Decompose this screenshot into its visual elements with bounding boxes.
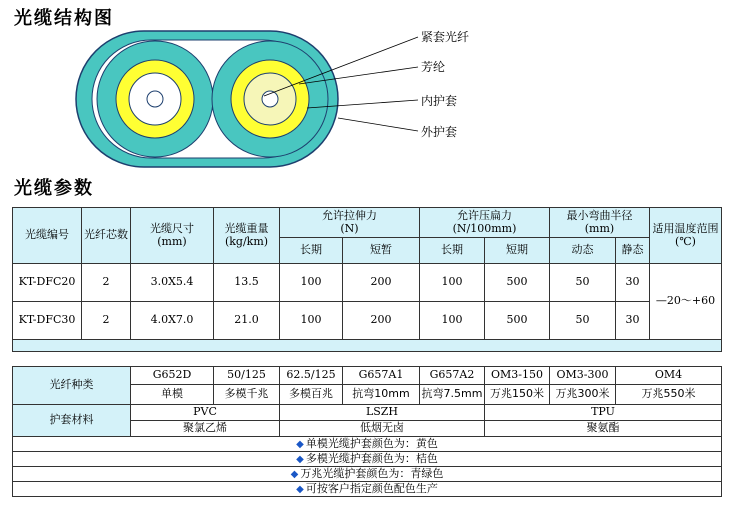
fiber-name: 多模千兆 (214, 385, 280, 405)
cell-crush-short: 500 (485, 264, 550, 302)
label-tight-buffer-fiber: 紧套光纤 (421, 30, 470, 44)
fiber-name: 万兆550米 (616, 385, 722, 405)
header-bend (550, 208, 650, 238)
blue-diamond-icon: ◆ (296, 438, 304, 450)
fiber-code: G657A1 (343, 367, 420, 385)
left-fiber-unit (97, 41, 213, 157)
sheath-material-label: 护套材料 (13, 405, 131, 437)
header-crush-label: 允许压扁力 (457, 208, 512, 222)
sheath-name: 低烟无卤 (280, 421, 485, 437)
blue-diamond-icon: ◆ (296, 453, 304, 465)
cell-tensile-long: 100 (280, 302, 343, 340)
header-temp-unit: (℃) (675, 234, 696, 248)
note-text: 单模光缆护套颜色为：黄色 (305, 436, 438, 450)
header-crush (420, 208, 550, 238)
label-aramid: 芳纶 (421, 60, 446, 74)
note-row (13, 437, 722, 452)
structure-heading: 光缆结构图 (14, 8, 114, 29)
fiber-code: OM3-150 (485, 367, 550, 385)
fiber-name: 单模 (131, 385, 214, 405)
header-crush-short: 短期 (485, 238, 550, 264)
cell-tensile-short: 200 (343, 302, 420, 340)
cell-weight: 21.0 (214, 302, 280, 340)
sheath-code: LSZH (280, 405, 485, 421)
spacer-cell (13, 340, 722, 352)
fiber-name: 万兆150米 (485, 385, 550, 405)
sheath-name: 聚氯乙烯 (131, 421, 280, 437)
note-cell (13, 467, 722, 482)
note-cell (13, 482, 722, 497)
blue-diamond-icon: ◆ (296, 483, 304, 495)
header-bend-dynamic: 动态 (550, 238, 616, 264)
header-row-1 (13, 208, 722, 238)
header-tensile-label: 允许拉伸力 (322, 208, 377, 222)
cell-size: 4.0X7.0 (131, 302, 214, 340)
note-text: 万兆光缆护套颜色为：青绿色 (300, 466, 444, 480)
cell-cores: 2 (82, 302, 131, 340)
label-inner-sheath: 内护套 (421, 94, 458, 108)
header-size-label: 光缆尺寸 (150, 221, 194, 235)
sheath-name: 聚氨酯 (485, 421, 722, 437)
fiber-code: G657A2 (420, 367, 485, 385)
header-cores: 光纤芯数 (82, 208, 131, 264)
cell-cores: 2 (82, 264, 131, 302)
fiber-code-row (13, 367, 722, 385)
header-model: 光缆编号 (13, 208, 82, 264)
cell-bend-static: 30 (616, 302, 650, 340)
blue-diamond-icon: ◆ (290, 468, 299, 480)
header-crush-unit: (N/100mm) (452, 221, 517, 235)
fiber-sheath-table (12, 366, 722, 497)
fiber-code: OM4 (616, 367, 722, 385)
fiber-name: 万兆300米 (550, 385, 616, 405)
fiber-code: OM3-300 (550, 367, 616, 385)
header-tensile (280, 208, 420, 238)
header-tensile-long: 长期 (280, 238, 343, 264)
sheath-code-row (13, 405, 722, 421)
note-row (13, 452, 722, 467)
cell-crush-long: 100 (420, 302, 485, 340)
table-row (13, 264, 722, 302)
cell-weight: 13.5 (214, 264, 280, 302)
cell-model: KT-DFC30 (13, 302, 82, 340)
cell-size: 3.0X5.4 (131, 264, 214, 302)
cell-crush-short: 500 (485, 302, 550, 340)
fiber-name: 抗弯7.5mm (420, 385, 485, 405)
spacer-row (13, 340, 722, 352)
header-bend-static: 静态 (616, 238, 650, 264)
fiber-name: 多模百兆 (280, 385, 343, 405)
fiber-type-label: 光纤种类 (13, 367, 131, 405)
cell-temp-range: —20～+60 (650, 264, 722, 340)
table-row (13, 302, 722, 340)
header-tensile-unit: (N) (340, 221, 359, 235)
fiber-name: 抗弯10mm (343, 385, 420, 405)
sheath-code: PVC (131, 405, 280, 421)
header-crush-long: 长期 (420, 238, 485, 264)
note-row (13, 467, 722, 482)
cell-bend-dynamic: 50 (550, 302, 616, 340)
note-cell (13, 452, 722, 467)
right-fiber-unit (212, 41, 328, 157)
header-bend-unit: (mm) (584, 221, 615, 235)
cell-tensile-short: 200 (343, 264, 420, 302)
fiber-code: 62.5/125 (280, 367, 343, 385)
cell-bend-static: 30 (616, 264, 650, 302)
cell-tensile-long: 100 (280, 264, 343, 302)
note-row (13, 482, 722, 497)
header-weight-unit: (kg/km) (224, 234, 269, 248)
header-temp (650, 208, 722, 264)
header-tensile-short: 短暂 (343, 238, 420, 264)
params-heading: 光缆参数 (14, 178, 94, 199)
cell-model: KT-DFC20 (13, 264, 82, 302)
header-size (131, 208, 214, 264)
header-bend-label: 最小弯曲半径 (566, 208, 633, 222)
note-text: 多模光缆护套颜色为：桔色 (305, 451, 438, 465)
header-weight-label: 光缆重量 (224, 221, 269, 235)
header-size-unit: (mm) (157, 234, 187, 248)
fiber-code: G652D (131, 367, 214, 385)
cell-bend-dynamic: 50 (550, 264, 616, 302)
header-weight (214, 208, 280, 264)
cable-parameters-table (12, 207, 722, 352)
note-cell (13, 437, 722, 452)
header-temp-label: 适用温度范围 (652, 221, 719, 235)
cell-crush-long: 100 (420, 264, 485, 302)
label-outer-sheath: 外护套 (421, 125, 458, 139)
sheath-code: TPU (485, 405, 722, 421)
note-text: 可按客户指定颜色配色生产 (305, 481, 438, 495)
fiber-code: 50/125 (214, 367, 280, 385)
cable-structure-diagram (0, 0, 743, 175)
